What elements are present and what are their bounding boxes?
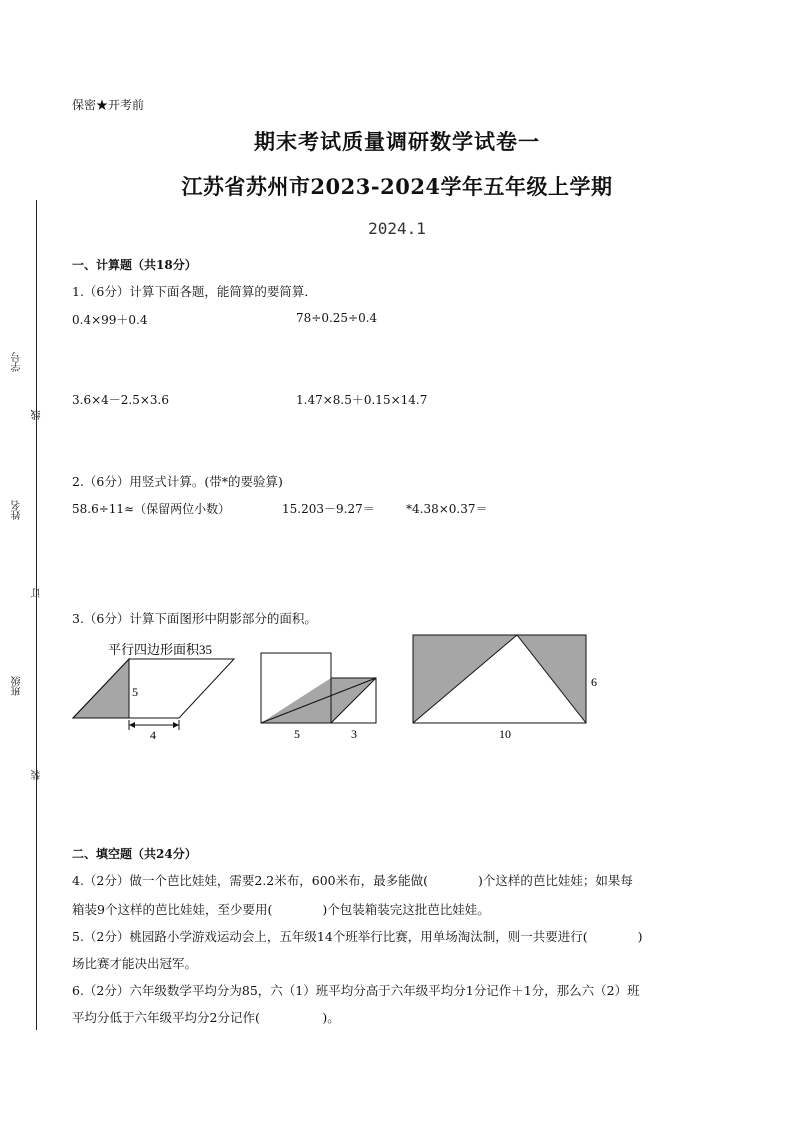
- parallelogram-height-label: 5: [132, 685, 138, 699]
- arrow-left: [129, 722, 135, 728]
- q3-figures: [60, 630, 620, 750]
- section2-heading: 二、填空题（共24分）: [72, 847, 197, 861]
- big-square-shaded: [261, 678, 331, 723]
- exam-date: 2024.1: [368, 219, 426, 238]
- q4-line1: 4.（2分）做一个芭比娃娃，需要2.2米布，600米布，最多能做( )个这样的芭比娃娃；如果每: [72, 873, 633, 888]
- line-mark: 线: [32, 410, 43, 420]
- parallelogram-base-label: 4: [150, 728, 156, 742]
- rectangle-triangle-figure: [413, 635, 597, 741]
- exam-subtitle: 江苏省苏州市2023-2024学年五年级上学期: [181, 174, 613, 199]
- class-label: 班级: [12, 676, 23, 696]
- small-square-side-label: 3: [351, 727, 357, 741]
- q2-expr-1: 58.6÷11≈（保留两位小数）: [72, 502, 231, 516]
- exam-title: 期末考试质量调研数学试卷一: [254, 129, 540, 154]
- name-label: 姓名: [12, 500, 23, 520]
- q4-line2: 箱装9个这样的芭比娃娃，至少要用( )个包装箱装完这批芭比娃娃。: [72, 902, 490, 917]
- q1-text: 1.（6分）计算下面各题，能简算的要简算．: [72, 284, 317, 299]
- q2-text: 2.（6分）用竖式计算。(带*的要验算): [72, 474, 283, 489]
- bind-mark: 装: [32, 770, 43, 780]
- q5-line1: 5.（2分）桃园路小学游戏运动会上，五年级14个班举行比赛，用单场淘汰制，则一共要进行( ): [72, 929, 643, 944]
- q2-expr-2: 15.203－9.27＝: [282, 502, 375, 516]
- q1-expr-2: 78÷0.25÷0.4: [296, 311, 378, 325]
- arrow-right: [173, 722, 179, 728]
- student-number-label: 学号: [12, 352, 23, 372]
- q2-expr-3: *4.38×0.37＝: [406, 502, 488, 516]
- q1-expr-4: 1.47×8.5＋0.15×14.7: [296, 393, 428, 407]
- parallelogram-area-caption: 平行四边形面积35: [108, 642, 213, 657]
- rectangle-width-label: 10: [499, 727, 511, 741]
- q5-line2: 场比赛才能决出冠军。: [72, 956, 198, 971]
- parallelogram-figure: [73, 642, 234, 742]
- staple-mark: 订: [32, 588, 43, 598]
- binding-line: [36, 200, 37, 1030]
- section1-heading: 一、计算题（共18分）: [72, 258, 197, 272]
- big-square-side-label: 5: [294, 727, 300, 741]
- confidential-label: 保密★开考前: [72, 98, 145, 112]
- q6-line1: 6.（2分）六年级数学平均分为85，六（1）班平均分高于六年级平均分1分记作＋1分，那么六（2）班: [72, 983, 640, 998]
- q6-line2: 平均分低于六年级平均分2分记作( )。: [72, 1010, 340, 1025]
- rectangle-height-label: 6: [591, 675, 597, 689]
- q3-text: 3.（6分）计算下面图形中阴影部分的面积。: [72, 611, 317, 626]
- q1-expr-3: 3.6×4－2.5×3.6: [72, 393, 169, 407]
- q1-expr-1: 0.4×99＋0.4: [72, 313, 148, 327]
- two-squares-figure: [261, 653, 376, 741]
